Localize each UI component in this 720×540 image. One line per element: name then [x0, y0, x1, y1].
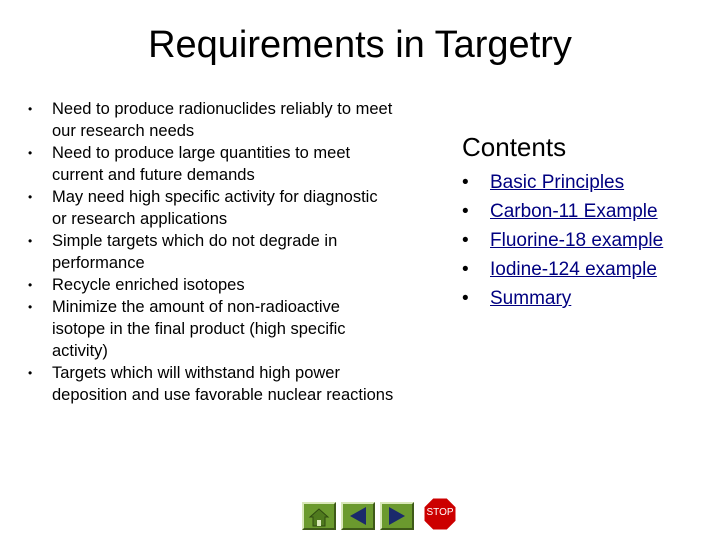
bullet-marker: • — [462, 201, 469, 222]
list-item — [24, 142, 394, 186]
contents-link-fluorine-18[interactable]: Fluorine-18 example — [490, 230, 664, 251]
contents-link-basic-principles[interactable]: Basic Principles — [490, 172, 625, 193]
list-item — [462, 168, 663, 197]
bullet-marker: • — [462, 288, 469, 309]
contents-link-carbon-11[interactable]: Carbon-11 Example — [490, 201, 658, 222]
slide-title: Requirements in Targetry — [148, 24, 572, 66]
bullet-marker: • — [28, 146, 33, 160]
list-item — [24, 296, 394, 362]
requirements-list — [24, 98, 394, 406]
bullet-marker: • — [462, 172, 469, 193]
contents-list — [462, 168, 663, 313]
list-item — [24, 98, 394, 142]
home-button[interactable] — [302, 502, 336, 530]
list-item — [462, 226, 663, 255]
list-item — [462, 255, 663, 284]
list-item — [462, 197, 663, 226]
bullet-marker: • — [462, 230, 469, 251]
requirement-text: Recycle enriched isotopes — [52, 276, 245, 294]
bullet-marker: • — [28, 190, 33, 204]
bullet-marker: • — [28, 366, 33, 380]
back-arrow-icon — [343, 504, 373, 528]
requirement-text: Need to produce large quantities to meet current and future demands — [52, 144, 351, 184]
bullet-marker: • — [462, 259, 469, 280]
list-item — [462, 284, 663, 313]
list-item — [24, 274, 394, 296]
back-button[interactable] — [341, 502, 375, 530]
stop-button-label: STOP — [426, 507, 454, 518]
requirement-text: Simple targets which do not degrade in performance — [52, 232, 338, 272]
bullet-marker: • — [28, 300, 33, 314]
contents-link-iodine-124[interactable]: Iodine-124 example — [490, 259, 657, 280]
contents-heading: Contents — [462, 132, 567, 162]
bullet-marker: • — [28, 234, 33, 248]
list-item — [24, 230, 394, 274]
list-item — [24, 362, 394, 406]
forward-arrow-icon — [382, 504, 412, 528]
home-icon — [304, 504, 334, 528]
requirement-text: Need to produce radionuclides reliably to meet our research needs — [52, 100, 393, 140]
list-item — [24, 186, 394, 230]
requirement-text: Targets which will withstand high power deposition and use favorable nuclear reactions — [52, 364, 394, 404]
bullet-marker: • — [28, 102, 33, 116]
contents-link-summary[interactable]: Summary — [490, 288, 572, 309]
bullet-marker: • — [28, 278, 33, 292]
requirement-text: Minimize the amount of non-radioactive isotope in the final product (high specific activity) — [52, 298, 346, 360]
forward-button[interactable] — [380, 502, 414, 530]
requirement-text: May need high specific activity for diagnostic or research applications — [52, 188, 378, 228]
